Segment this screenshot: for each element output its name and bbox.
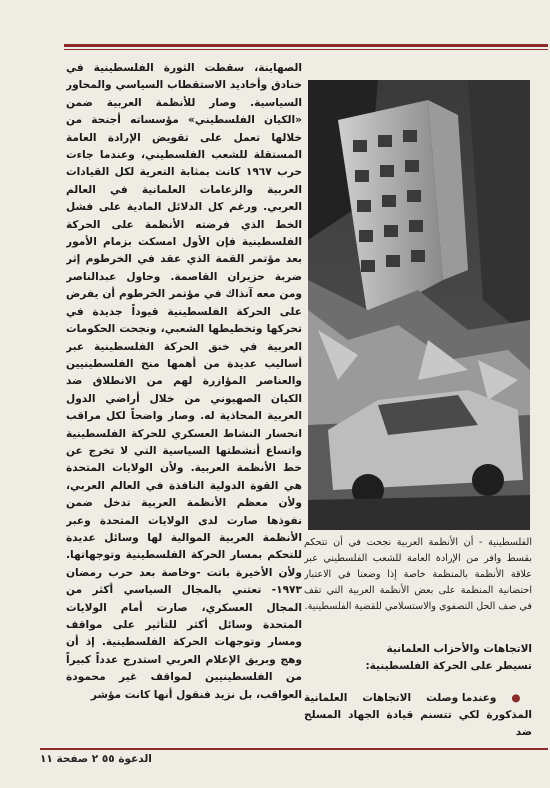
right-paragraph xyxy=(304,690,532,741)
subheading-line-1: الاتجاهات والأحزاب العلمانية xyxy=(386,643,532,655)
bullet-icon: ● xyxy=(511,692,532,704)
caption-paragraph: الفلسطينية - أن الأنظمة العربية نجحت في أن تتحكم بقسط وافر من الإرادة العامة للشعب الفلسطيني عبر علاقة الأنظمة بالمنظمة خاصة إذا وضعنا في الاعتبار احتضانية المنظمة على بعض الأنظمة العربية التي تقف في صف الحل التصفوي والاستسلامي للقضية الفلسطينية. xyxy=(304,537,532,612)
top-rule xyxy=(64,44,548,47)
section-subheading xyxy=(304,641,532,675)
photo-caption-text xyxy=(304,535,532,615)
body-paragraph: الصهاينة، سقطت الثورة الفلسطينية في خنادق وأخاديد الاستقطاب السياسي والمحاور السياسية. وصار للأنظمة العربية ضمن «الكيان الفلسطيني» مؤسساته أجنحة من خلالها تعمل على تقويض الإرادة العامة المستقلة للشعب الفلسطيني، وعندما جاءت حرب ١٩٦٧ كانت بمثابة التعرية لكل القيادات العربية والزعامات العلمانية في العالم العربي. ورغم كل الدلائل المادية على فشل الخط الذي فرضته الأنظمة على الحركة الفلسطينية فإن الأول امسكت بزمام الأمور بعد مؤتمر القمة الذي عقد في الخرطوم إثر ضربة حزيران القاصمة. وحاول عبدالناصر ومن معه آنذاك في مؤتمر الخرطوم أن يفرض على الحركة الفلسطينية قيوداً جديدة في تحركها وتخطيطها الشعبي، ونجحت الحكومات العربية في خنق الحركة الفلسطينية عبر أساليب عديدة من أهمها منح الفلسطينيين والعناصر المؤازرة لهم من الانطلاق ضد الكيان الصهيوني من خلال أراضي الدول العربية المحاذية له. وصار واضحاً لكل مراقب انحسار النشاط العسكري للحركة الفلسطينية واتساع أنشطتها السياسية التي لا تخرج عن خط الأنظمة العربية. ولأن الولايات المتحدة هي القوة الدولية النافذة في العالم العربي، ولأن معظم الأنظمة العربية تدخل ضمن نفوذها صارت لدى الولايات المتحدة وعبر الأنظمة العربية الموالية لها وسائل عديدة للتحكم بمسار الحركة الفلسطينية وتوجهاتها. ولأن الأخيرة باتت -وخاصة بعد حرب رمضان ١٩٧٣- تعتني بالمجال السياسي أكثر من المجال العسكري، صارت أمام الولايات المتحدة وسائل أكثر للتأثير على مواقف ومسار وتوجهات الحركة الفلسطينية. إذ أن وهج وبريق الإعلام العربي استدرج عدداً كبيراً من الفلسطينيين لمواقف غير محمودة العواقب، بل نزيد فنقول أنها كانت مؤشر xyxy=(66,62,302,701)
page-folio: الدعوة ٥٥ ٢ صفحة ١١ xyxy=(40,753,152,765)
subheading-line-2: تسيطر على الحركة الفلسطينية: xyxy=(365,660,532,672)
paragraph-body: وعندما وصلت الاتجاهات العلمانية المذكورة لكي تتسنم قيادة الجهاد المسلح ضد xyxy=(304,692,532,738)
top-rule-thin xyxy=(64,49,548,50)
photo-illustration xyxy=(308,80,530,530)
left-text-column xyxy=(66,60,302,740)
bombed-building-photo xyxy=(308,80,530,530)
footer-rule xyxy=(40,748,548,750)
page-footer xyxy=(40,753,548,773)
paragraph-text xyxy=(304,690,532,741)
